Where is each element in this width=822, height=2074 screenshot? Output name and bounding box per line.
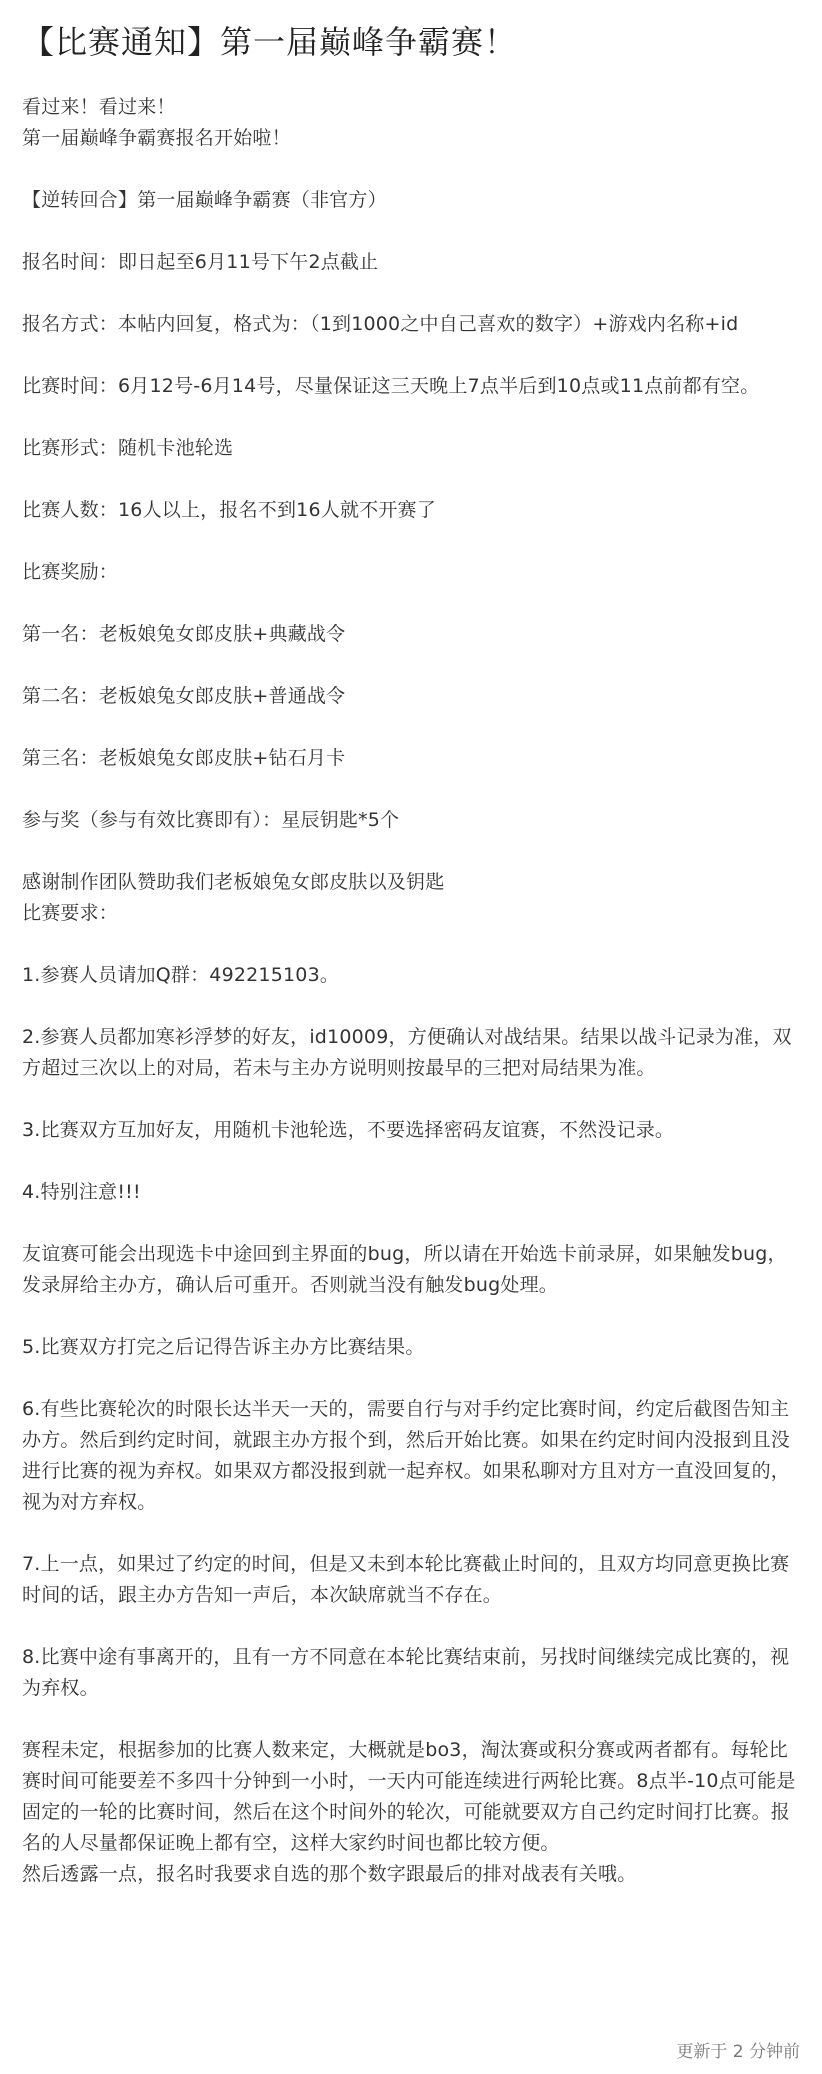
post-paragraph: 【逆转回合】第一届巅峰争霸赛（非官方） (22, 189, 387, 211)
post-paragraph: 比赛人数：16人以上，报名不到16人就不开赛了 (22, 499, 436, 521)
paragraph-spacer (22, 1611, 800, 1642)
paragraph-spacer (22, 278, 800, 309)
paragraph-spacer (22, 836, 800, 867)
post-paragraph: 7.上一点，如果过了约定的时间，但是又未到本轮比赛截止时间的，且双方均同意更换比赛时间的话，跟主办方告知一声后，本次缺席就当不存在。 (22, 1553, 790, 1606)
post-paragraph: 看过来！看过来！ (22, 96, 176, 118)
paragraph-spacer (22, 1208, 800, 1239)
post-title: 【比赛通知】第一届巅峰争霸赛！ (22, 23, 518, 61)
paragraph-spacer (22, 526, 800, 557)
post-paragraph: 4.特别注意!!! (22, 1181, 141, 1203)
post-paragraph: 比赛奖励： (22, 561, 119, 583)
post-paragraph: 第三名：老板娘兔女郎皮肤+钻石月卡 (22, 747, 346, 769)
post-paragraph: 友谊赛可能会出现选卡中途回到主界面的bug，所以请在开始选卡前录屏，如果触发bug，发录屏给主办方，确认后可重开。否则就当没有触发bug处理。 (22, 1243, 787, 1296)
paragraph-spacer (22, 1146, 800, 1177)
post-paragraph: 报名时间：即日起至6月11号下午2点截止 (22, 251, 379, 273)
paragraph-spacer (22, 1704, 800, 1735)
paragraph-spacer (22, 402, 800, 433)
paragraph-spacer (22, 1363, 800, 1394)
paragraph-spacer (22, 774, 800, 805)
post-paragraph: 比赛时间：6月12号-6月14号，尽量保证这三天晚上7点半后到10点或11点前都有空。 (22, 375, 760, 397)
post-paragraph: 8.比赛中途有事离开的，且有一方不同意在本轮比赛结束前，另找时间继续完成比赛的，视为弃权。 (22, 1646, 790, 1699)
paragraph-spacer (22, 650, 800, 681)
post-paragraph: 感谢制作团队赞助我们老板娘兔女郎皮肤以及钥匙 (22, 871, 445, 893)
paragraph-spacer (22, 712, 800, 743)
post-paragraph: 比赛要求： (22, 902, 119, 924)
post-paragraph: 6.有些比赛轮次的时限长达半天一天的，需要自行与对手约定比赛时间，约定后截图告知主办方。然后到约定时间，就跟主办方报个到，然后开始比赛。如果在约定时间内没报到且没进行比赛的视为弃权。如果双方都没报到就一起弃权。如果私聊对方且对方一直没回复的，视为对方弃权。 (22, 1398, 791, 1513)
paragraph-spacer (22, 216, 800, 247)
post-paragraph: 第一届巅峰争霸赛报名开始啦！ (22, 127, 291, 149)
post-paragraph: 3.比赛双方互加好友，用随机卡池轮选，不要选择密码友谊赛，不然没记录。 (22, 1119, 675, 1141)
post-paragraph: 1.参赛人员请加Q群：492215103。 (22, 964, 340, 986)
update-timestamp: 更新于 2 分钟前 (676, 2042, 800, 2062)
paragraph-spacer (22, 1518, 800, 1549)
post-paragraph: 参与奖（参与有效比赛即有）：星辰钥匙*5个 (22, 809, 400, 831)
paragraph-spacer (22, 464, 800, 495)
post-paragraph: 5.比赛双方打完之后记得告诉主办方比赛结果。 (22, 1336, 425, 1358)
post-paragraph: 比赛形式：随机卡池轮选 (22, 437, 234, 459)
post-paragraph: 赛程未定，根据参加的比赛人数来定，大概就是bo3，淘汰赛或积分赛或两者都有。每轮比赛时间可能要差不多四十分钟到一小时，一天内可能连续进行两轮比赛。8点半-10点可能是固定的一轮的比赛时间，然后在这个时间外的轮次，可能就要双方自己约定时间打比赛。报名的人尽量都保证晚上都有空，这样大家约时间也都比较方便。 (22, 1739, 796, 1854)
paragraph-spacer (22, 588, 800, 619)
post-paragraph: 然后透露一点，报名时我要求自选的那个数字跟最后的排对战表有关哦。 (22, 1863, 637, 1885)
paragraph-spacer (22, 991, 800, 1022)
paragraph-spacer (22, 1301, 800, 1332)
post-paragraph: 2.参赛人员都加寒衫浮梦的好友，id10009，方便确认对战结果。结果以战斗记录为准，双方超过三次以上的对局，若未与主办方说明则按最早的三把对局结果为准。 (22, 1026, 792, 1079)
post-body (22, 92, 800, 1890)
paragraph-spacer (22, 154, 800, 185)
paragraph-spacer (22, 1084, 800, 1115)
post-paragraph: 第一名：老板娘兔女郎皮肤+典藏战令 (22, 623, 346, 645)
paragraph-spacer (22, 929, 800, 960)
post-paragraph: 第二名：老板娘兔女郎皮肤+普通战令 (22, 685, 346, 707)
post-paragraph: 报名方式：本帖内回复，格式为：（1到1000之中自己喜欢的数字）+游戏内名称+id (22, 313, 739, 335)
paragraph-spacer (22, 340, 800, 371)
